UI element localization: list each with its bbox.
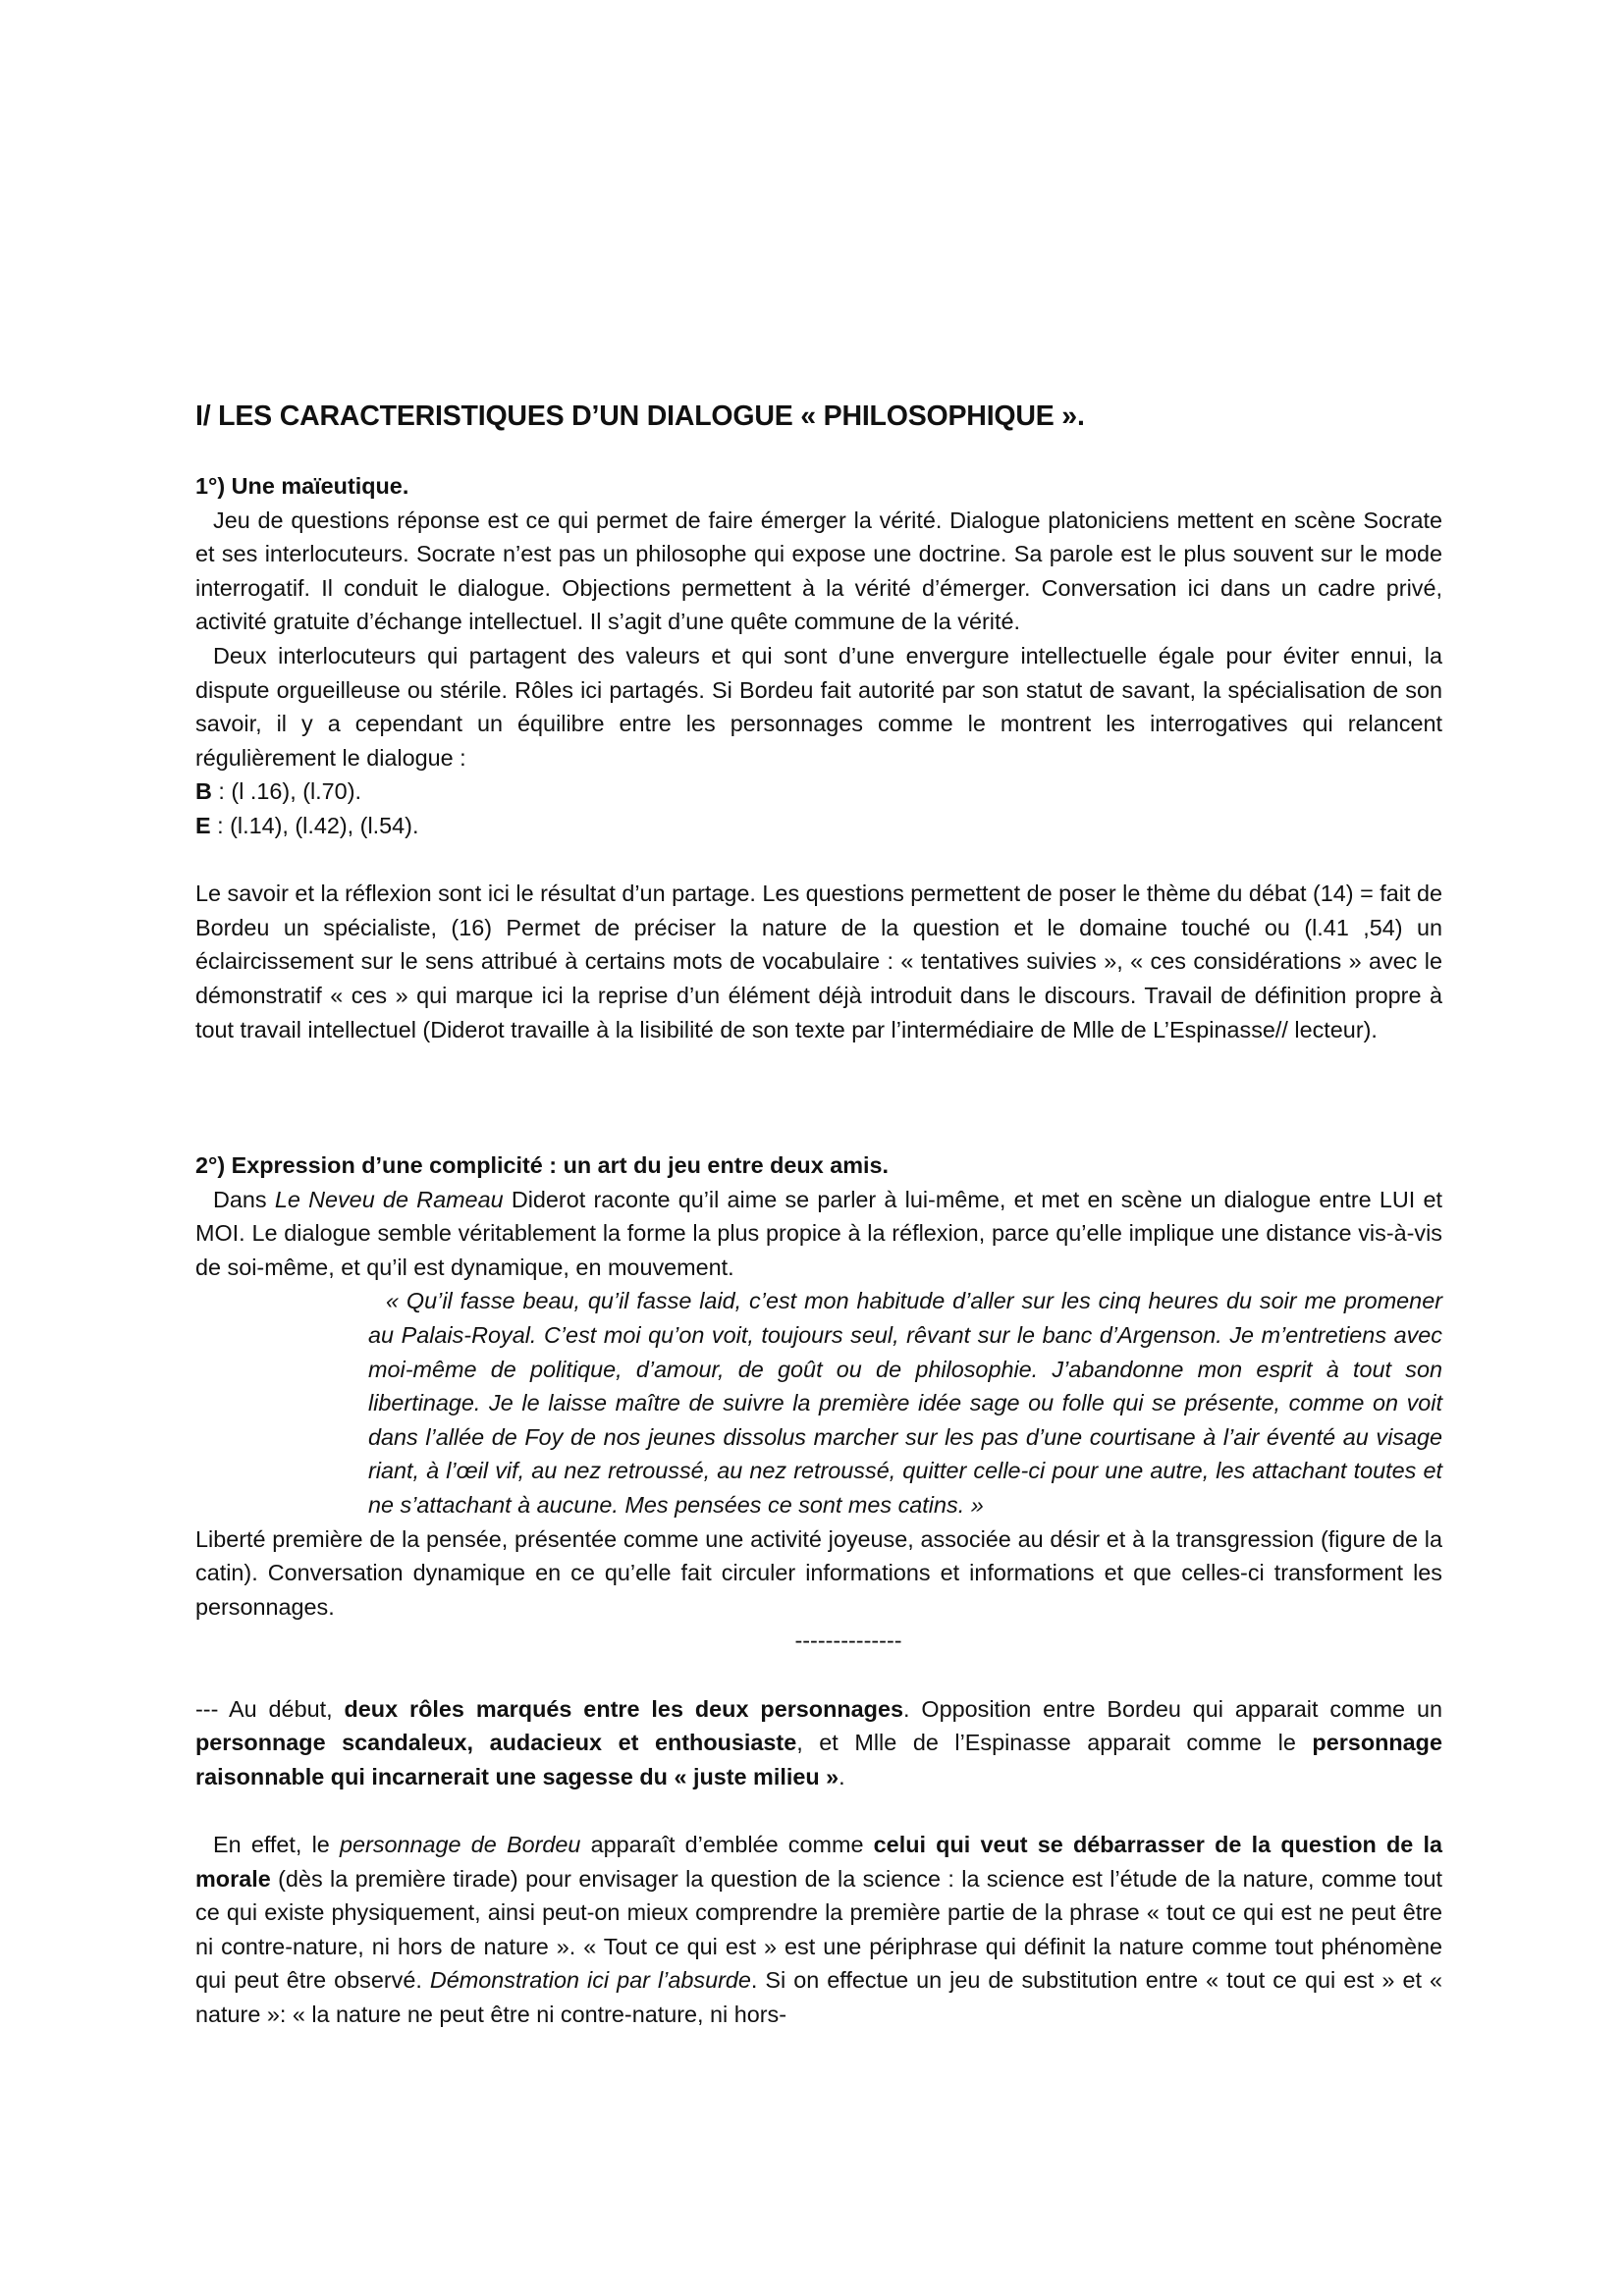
document-page xyxy=(195,397,1442,2032)
b-references xyxy=(195,774,1442,809)
section-2-paragraph-1: Dans Le Neveu de Rameau Diderot raconte qu’il aime se parler à lui-même, et met en scène un dialogue entre LUI et MOI. Le dialogue semble véritablement la forme la plus propice à la réflexion, parce qu’elle implique une distance vis-à-vis de soi-même, et qu’il est dynamique, en mouvement. xyxy=(195,1186,1443,1280)
section-1-paragraph-2: Deux interlocuteurs qui partagent des valeurs et qui sont d’une envergure intellectuelle égale pour éviter ennui, la dispute orgueilleuse ou stérile. Rôles ici partagés. Si Bordeu fait autorité par son statut de savant, la spécialisation de son savoir, il y a cependant un équilibre entre les personnages comme le montrent les interrogatives qui relancent régulièrement le dialogue : xyxy=(195,642,1442,771)
document-title: I/ LES CARACTERISTIQUES D’UN DIALOGUE « PHILOSOPHIQUE ». xyxy=(195,400,1085,432)
quotation-text: « Qu’il fasse beau, qu’il fasse laid, c’est mon habitude d’aller sur les cinq heures du soir me promener au Palais-Royal. C’est moi qu’on voit, toujours seul, rêvant sur le banc d’Argenson. Je m’entretiens avec moi-même de politique, d’amour, de goût ou de philosophie. J’abandonne mon esprit à tout son libertinage. Je le laisse maître de suivre la première idée sage ou folle qui se présente, comme on voit dans l’allée de Foy de nos jeunes dissolus marcher sur les pas d’une courtisane à l’air éventé au visage riant, à l’œil vif, au nez retroussé, au nez retroussé, quitter celle-ci pour une autre, les attachant toutes et ne s’attachant à aucune. Mes pensées ce sont mes catins. » xyxy=(368,1288,1442,1519)
section-2-paragraph-4: En effet, le personnage de Bordeu apparaît d’emblée comme celui qui veut se débarrasser de la question de la morale (dès la première tirade) pour envisager la question de la science : la science est l’étude de la nature, comme tout ce qui existe physiquement, ainsi peut-on mieux comprendre la première partie de la phrase « tout ce qui est ne peut être ni contre-nature, ni hors de nature ». « Tout ce qui est » est une périphrase qui définit la nature comme tout phénomène qui peut être observé. Démonstration ici par l’absurde. Si on effectue un jeu de substitution entre « tout ce qui est » et « nature »: « la nature ne peut être ni contre-nature, ni hors- xyxy=(195,1831,1443,2027)
separator: -------------- xyxy=(794,1628,902,1654)
e-refs: : (l.14), (l.42), (l.54). xyxy=(210,812,419,838)
section-2-paragraph-2: Liberté première de la pensée, présentée comme une activité joyeuse, associée au désir et à la transgression (figure de la catin). Conversation dynamique en ce qu’elle fait circuler informations et informations et que celles-ci transforment les personnages. xyxy=(195,1525,1442,1620)
b-label: B xyxy=(195,778,212,805)
e-references xyxy=(195,809,1442,843)
section-2-paragraph-3: --- Au début, deux rôles marqués entre les deux personnages. Opposition entre Bordeu qui apparait comme un personnage scandaleux, audacieux et enthousiaste, et Mlle de l’Espinasse apparait comme le personnage raisonnable qui incarnerait une sagesse du « juste milieu ». xyxy=(195,1695,1443,1789)
quotation xyxy=(368,1284,1442,1522)
section-1-paragraph-1: Jeu de questions réponse est ce qui permet de faire émerger la vérité. Dialogue platoniciens mettent en scène Socrate et ses interlocuteurs. Socrate n’est pas un philosophe qui expose une doctrine. Sa parole est le plus souvent sur le mode interrogatif. Il conduit le dialogue. Objections permettent à la vérité d’émerger. Conversation ici dans un cadre privé, activité gratuite d’échange intellectuel. Il s’agit d’une quête commune de la vérité. xyxy=(195,507,1442,635)
section-1-heading: 1°) Une maïeutique. xyxy=(195,473,409,499)
b-refs: : (l .16), (l.70). xyxy=(211,778,361,805)
e-label: E xyxy=(195,812,211,838)
book-title: Le Neveu de Rameau xyxy=(274,1186,504,1212)
section-1-paragraph-3: Le savoir et la réflexion sont ici le résultat d’un partage. Les questions permettent de poser le thème du débat (14) = fait de Bordeu un spécialiste, (16) Permet de préciser la nature de la question et le domaine touché ou (l.41 ,54) un éclaircissement sur le sens attribué à certains mots de vocabulaire : « tentatives suivies », « ces considérations » avec le démonstratif « ces » qui marque ici la reprise d’un élément déjà introduit dans le discours. Travail de définition propre à tout travail intellectuel (Diderot travaille à la lisibilité de son texte par l’intermédiaire de Mlle de L’Espinasse// lecteur). xyxy=(195,881,1442,1042)
section-2-heading: 2°) Expression d’une complicité : un art du jeu entre deux amis. xyxy=(195,1152,890,1179)
